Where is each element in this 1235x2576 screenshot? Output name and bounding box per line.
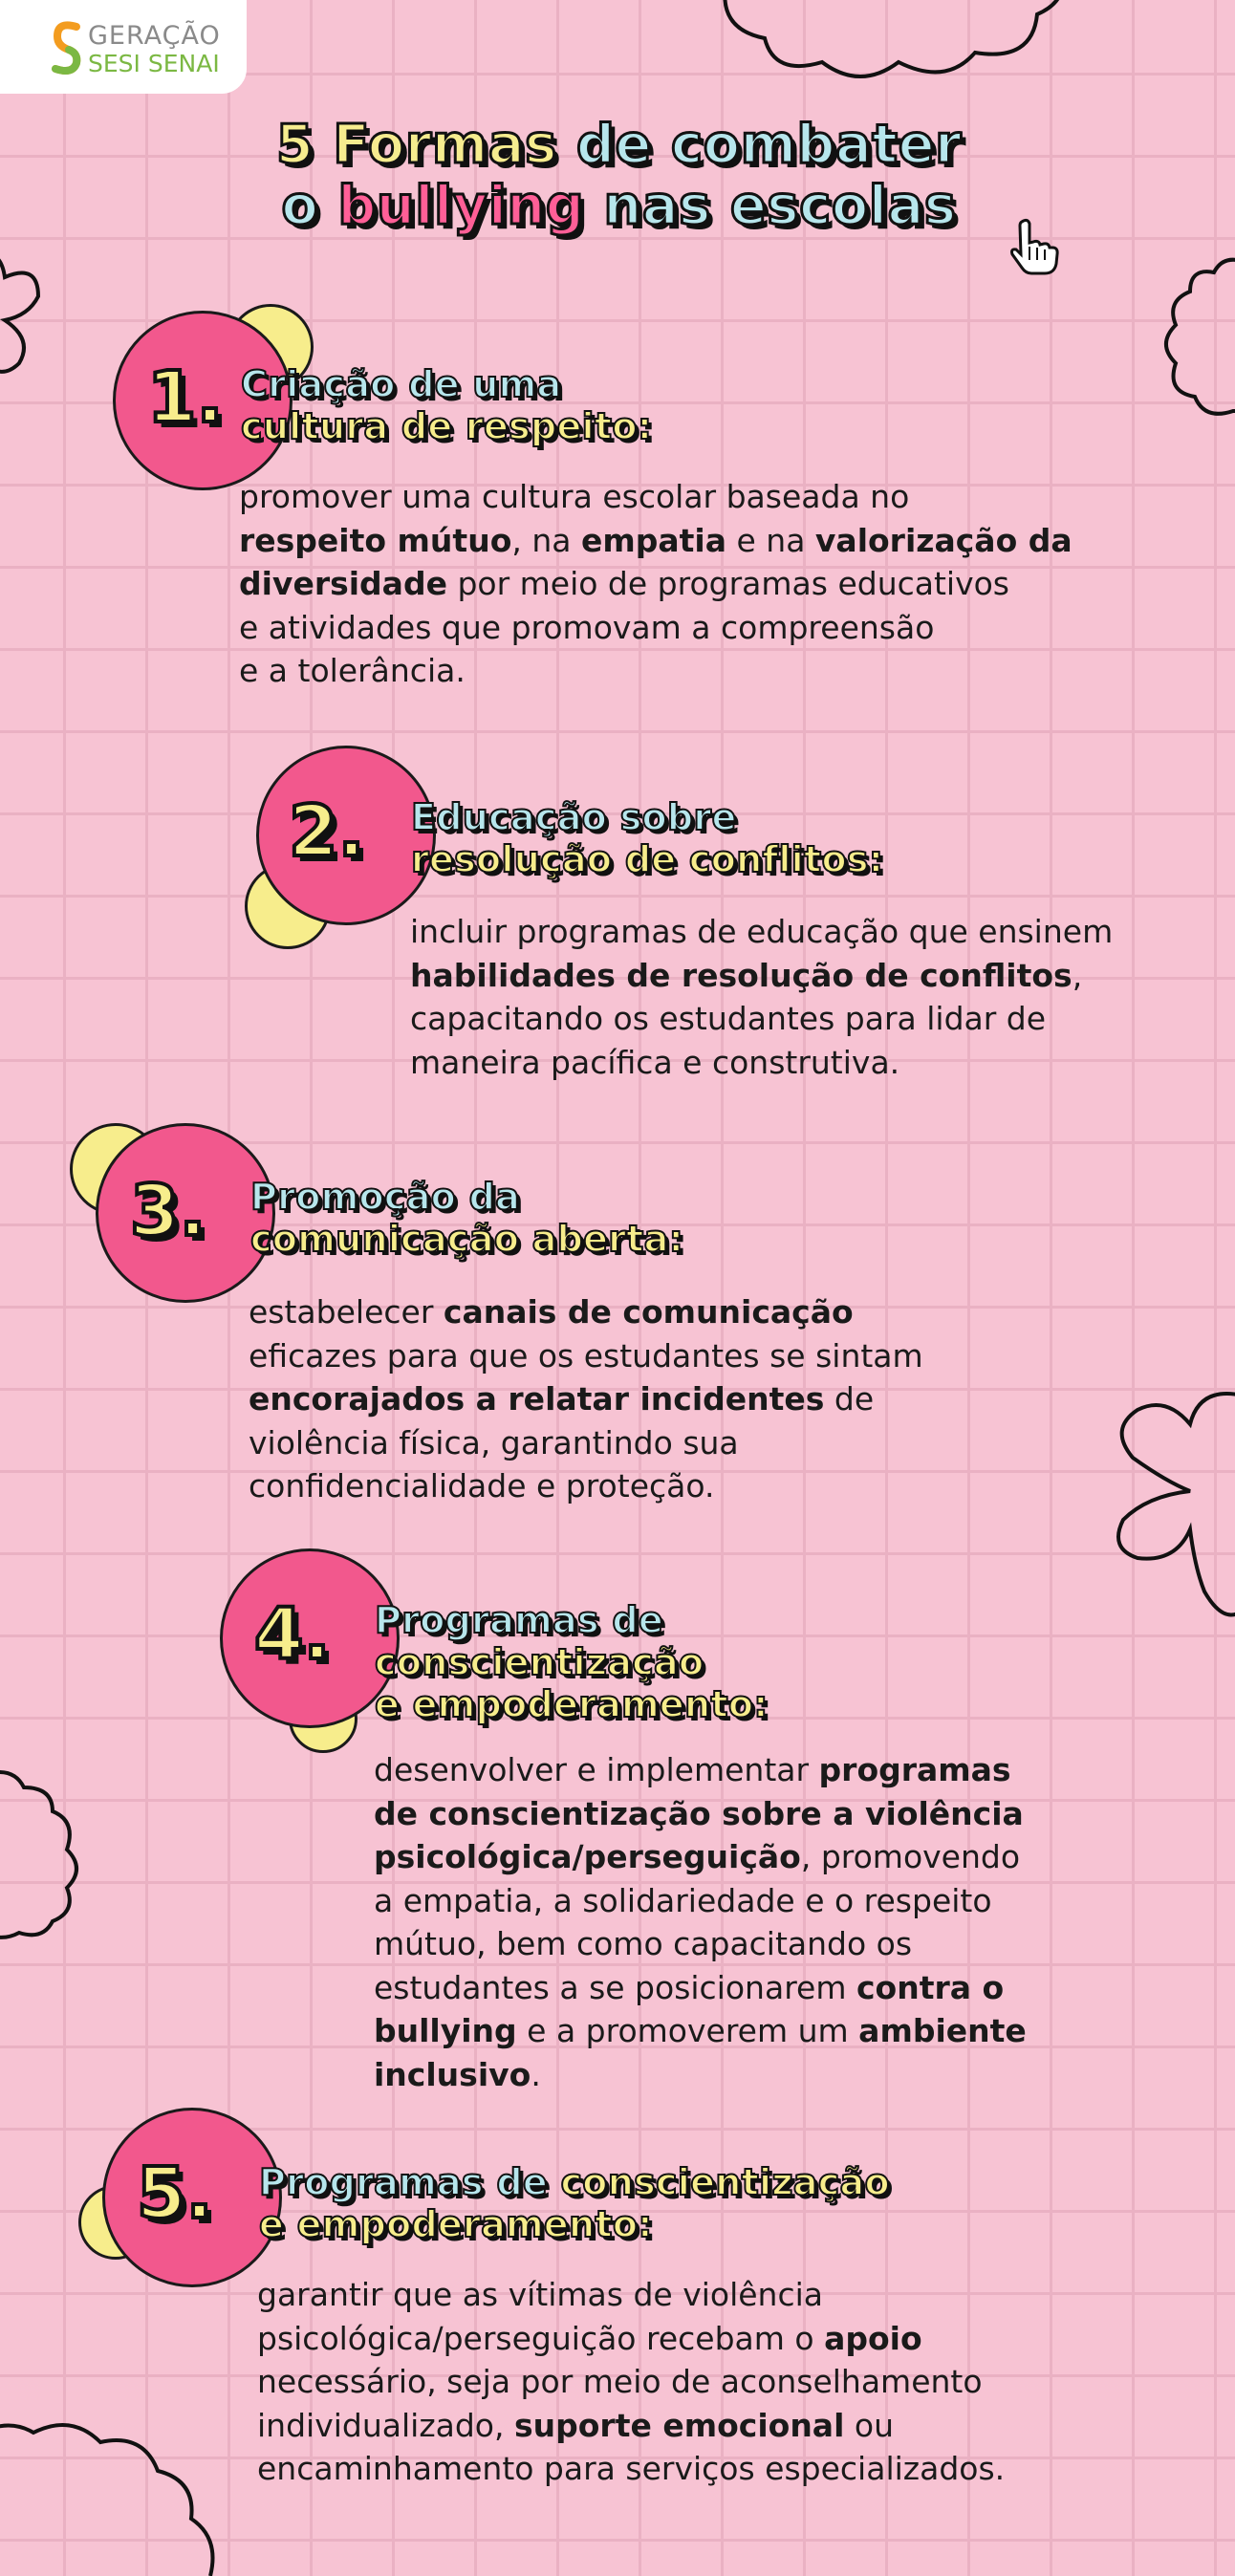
item-4-heading-line1: Programas de xyxy=(375,1599,663,1641)
body-text: , promovendo xyxy=(800,1838,1021,1875)
body-bold-text: suporte emocional xyxy=(513,2406,845,2444)
item-4-body xyxy=(374,1748,1027,2096)
item-2-heading-line1: Educação sobre xyxy=(411,796,737,838)
body-text: garantir que as vítimas de violência xyxy=(257,2276,824,2313)
body-text: capacitando os estudantes para lidar de xyxy=(410,1000,1047,1037)
body-line xyxy=(374,2053,1027,2097)
item-1-body xyxy=(239,475,1072,693)
body-line xyxy=(249,1334,923,1378)
body-text: estabelecer xyxy=(249,1293,444,1331)
body-text: individualizado, xyxy=(257,2406,514,2444)
item-4-heading-line3: e empoderamento: xyxy=(375,1683,769,1725)
body-line xyxy=(374,1748,1027,1792)
body-line xyxy=(257,2317,1005,2361)
body-line xyxy=(249,1421,923,1465)
item-5-body xyxy=(257,2273,1005,2491)
body-line xyxy=(374,1792,1027,1836)
page-title xyxy=(153,115,1085,237)
body-text: , xyxy=(1072,956,1083,994)
body-bold-text: programas xyxy=(818,1751,1011,1788)
body-text: e a tolerância. xyxy=(239,652,466,689)
body-text: de xyxy=(824,1380,875,1418)
body-line xyxy=(249,1377,923,1421)
hand-pointer-icon xyxy=(1008,218,1062,277)
body-bold-text: ambiente xyxy=(858,2012,1027,2049)
cloud-outline-top xyxy=(707,0,1080,96)
item-5-heading-part-b: conscientização xyxy=(560,2161,890,2203)
body-text: violência física, garantindo sua xyxy=(249,1423,739,1461)
item-3-heading-line2: comunicação aberta: xyxy=(250,1218,684,1260)
body-line xyxy=(374,2009,1027,2053)
body-bold-text: empatia xyxy=(580,521,726,559)
item-5-heading-line2: e empoderamento: xyxy=(259,2203,653,2245)
body-line xyxy=(249,1290,923,1334)
title-word-bullying: bullying xyxy=(337,175,585,237)
body-bold-text: encorajados a relatar incidentes xyxy=(249,1380,825,1418)
body-bold-text: apoio xyxy=(824,2319,922,2357)
body-line xyxy=(410,1041,1113,1085)
title-word-nas-escolas: nas escolas xyxy=(603,175,957,237)
body-line xyxy=(257,2404,1005,2448)
body-line xyxy=(374,1879,1027,1923)
body-line xyxy=(374,1835,1027,1879)
body-text: maneira pacífica e construtiva. xyxy=(410,1043,900,1081)
flower-outline-right xyxy=(1109,1386,1235,1625)
body-bold-text: contra o xyxy=(856,1968,1005,2006)
body-text: . xyxy=(531,2055,541,2093)
item-4-heading-line2: conscientização xyxy=(375,1641,704,1683)
title-line-1 xyxy=(153,115,1085,176)
body-bold-text: respeito mútuo xyxy=(239,521,512,559)
body-line xyxy=(410,954,1113,998)
body-line xyxy=(239,475,1072,519)
item-1-heading-line2: cultura de respeito: xyxy=(241,405,653,447)
body-bold-text: valorização da xyxy=(814,521,1072,559)
item-2-body xyxy=(410,910,1113,1084)
body-line xyxy=(374,1922,1027,1966)
item-1-number: 1. xyxy=(147,357,224,439)
body-text: psicológica/perseguição recebam o xyxy=(257,2319,825,2357)
item-1-heading-line1: Criação de uma xyxy=(241,363,562,405)
body-text: confidencialidade e proteção. xyxy=(249,1467,715,1504)
item-3-number: 3. xyxy=(130,1170,206,1252)
body-text: a empatia, a solidariedade e o respeito xyxy=(374,1881,992,1919)
body-line xyxy=(257,2447,1005,2491)
cloud-outline-left-bottom xyxy=(0,1768,96,1940)
body-text: mútuo, bem como capacitando os xyxy=(374,1925,913,1962)
body-bold-text: psicológica/perseguição xyxy=(374,1838,801,1875)
body-text: e a promoverem um xyxy=(516,2012,859,2049)
body-text: necessário, seja por meio de aconselhamento xyxy=(257,2363,983,2400)
body-line xyxy=(257,2273,1005,2317)
body-text: , na xyxy=(511,521,581,559)
title-word-o: o xyxy=(281,175,319,237)
body-line xyxy=(249,1464,923,1508)
body-line xyxy=(410,910,1113,954)
logo-text-line1: GERAÇÃO xyxy=(88,21,221,51)
geracao-s-logo-icon xyxy=(50,19,82,76)
body-line xyxy=(239,562,1072,606)
body-bold-text: bullying xyxy=(374,2012,517,2049)
flower-outline-left-top xyxy=(0,244,76,406)
body-text: incluir programas de educação que ensinem xyxy=(410,913,1114,950)
title-word-de-combater: de combater xyxy=(575,114,963,176)
body-bold-text: habilidades de resolução de conflitos xyxy=(410,956,1072,994)
body-line xyxy=(374,1966,1027,2010)
logo-card xyxy=(0,0,247,94)
item-5-heading-part-a: Programas de xyxy=(259,2161,548,2203)
body-bold-text: inclusivo xyxy=(374,2055,531,2093)
title-line-2 xyxy=(153,176,1085,237)
logo-text-line2: SESI SENAI xyxy=(88,50,220,77)
body-text: desenvolver e implementar xyxy=(374,1751,819,1788)
body-text: eficazes para que os estudantes se sintam xyxy=(249,1336,923,1375)
cloud-outline-right-top xyxy=(1133,253,1235,425)
body-text: encaminhamento para serviços especializados. xyxy=(257,2450,1006,2487)
title-word-5-formas: 5 Formas xyxy=(275,114,557,176)
body-text: ou xyxy=(844,2406,894,2444)
item-3-body xyxy=(249,1290,923,1508)
item-4-number: 4. xyxy=(254,1593,331,1676)
item-5-heading-line1 xyxy=(259,2161,890,2204)
body-text: e na xyxy=(726,521,815,559)
body-text: promover uma cultura escolar baseada no xyxy=(239,478,910,515)
item-3-heading-line1: Promoção da xyxy=(250,1176,521,1218)
cloud-outline-bottom-left xyxy=(0,2414,249,2576)
item-5-number: 5. xyxy=(137,2153,213,2235)
body-line xyxy=(257,2360,1005,2404)
body-line xyxy=(239,519,1072,563)
body-text: e atividades que promovam a compreensão xyxy=(239,608,935,646)
item-2-heading-line2: resolução de conflitos: xyxy=(411,838,884,880)
body-text: por meio de programas educativos xyxy=(446,565,1009,602)
body-text: estudantes a se posicionarem xyxy=(374,1968,856,2006)
body-bold-text: canais de comunicação xyxy=(443,1293,854,1331)
body-bold-text: diversidade xyxy=(239,565,447,602)
body-line xyxy=(410,997,1113,1041)
body-line xyxy=(239,649,1072,693)
body-line xyxy=(239,606,1072,650)
item-2-number: 2. xyxy=(289,790,365,873)
body-bold-text: de conscientização sobre a violência xyxy=(374,1794,1024,1832)
